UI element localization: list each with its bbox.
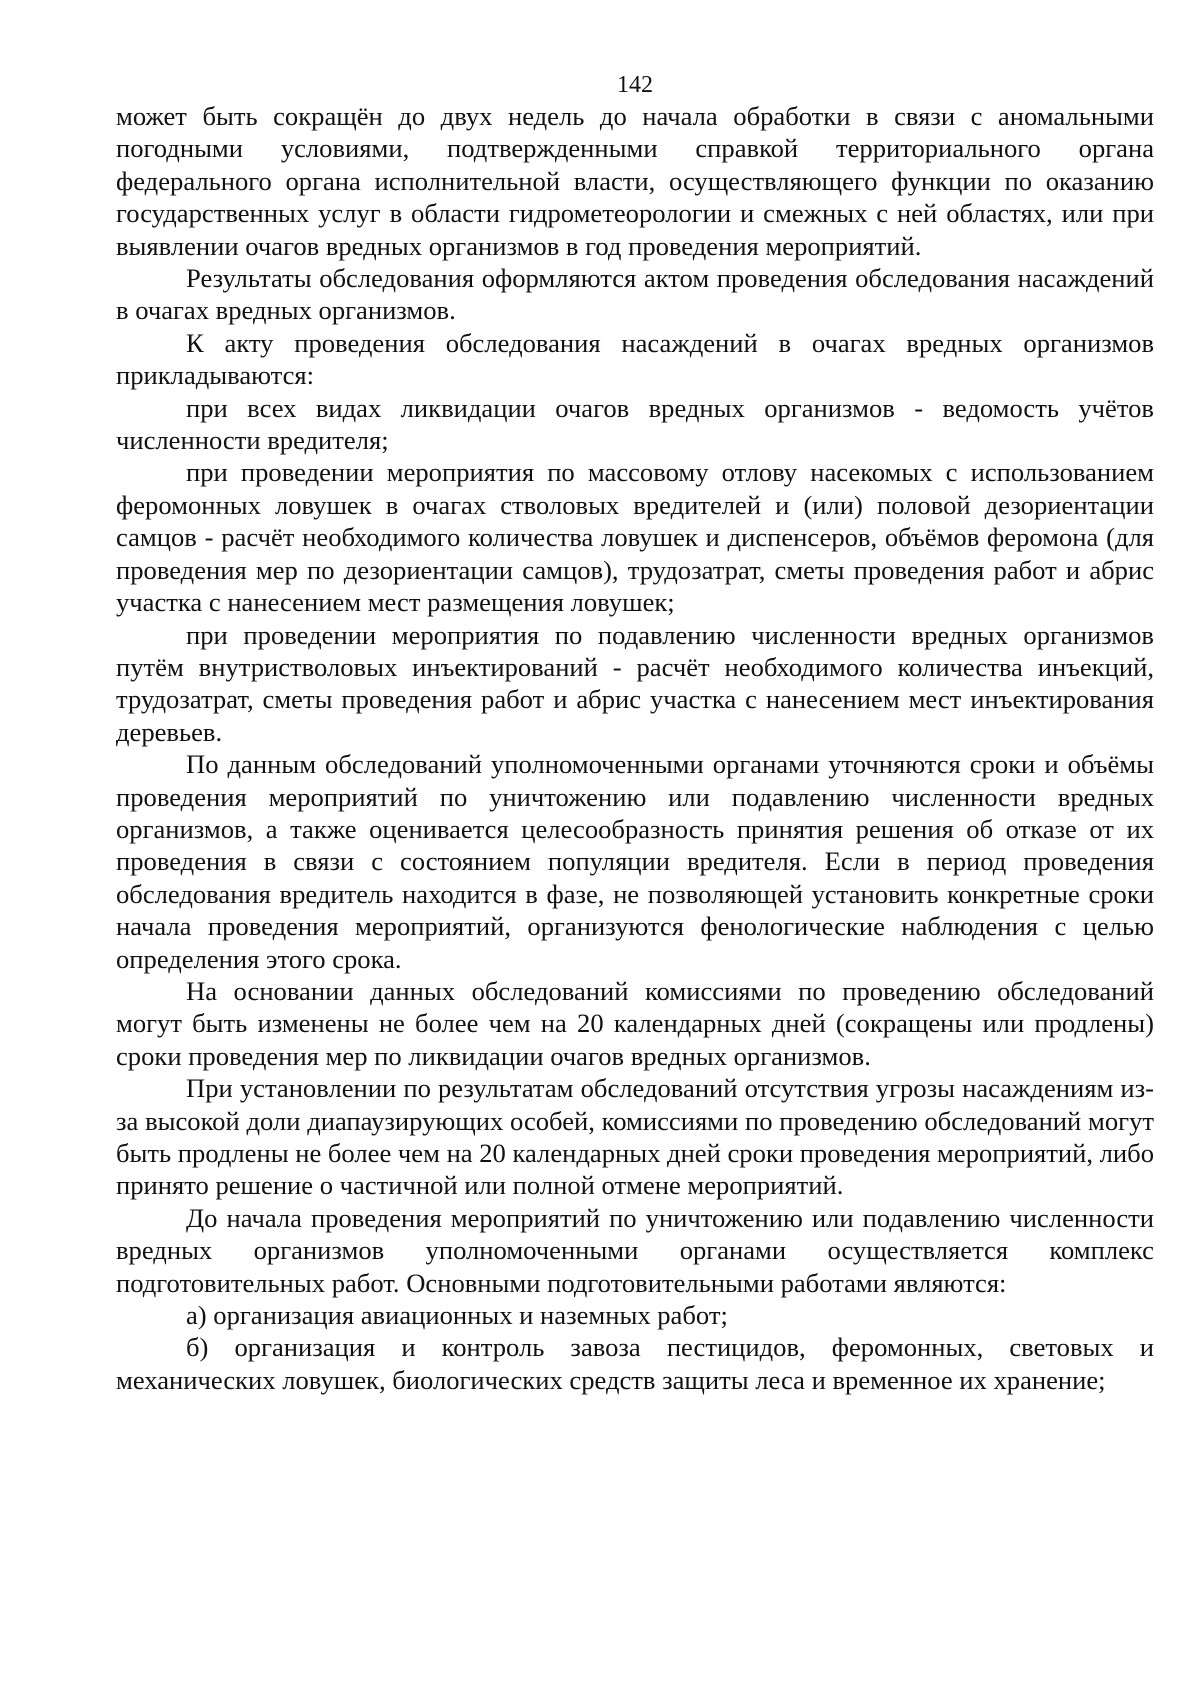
paragraph-survey-results: Результаты обследования оформляются актом проведения обследования насаждений в очагах вредных организмов. (116, 263, 1154, 326)
paragraph-attachments-intro: К акту проведения обследования насаждений в очагах вредных организмов прикладываются: (116, 327, 1154, 391)
paragraph-commission-changes: На основании данных обследований комиссиями по проведению обследований могут быть изменены не более чем на 20 календарных дней (сокращены или продлены) сроки проведения мер по ликвидации очагов вредных организмов. (116, 975, 1154, 1071)
list-item-b: б) организация и контроль завоза пестицидов, феромонных, световых и механических ловушек, биологических средств защиты леса и временное их хранение; (116, 1332, 1154, 1395)
paragraph-survey-data: По данным обследований уполномоченными органами уточняются сроки и объёмы проведения мероприятий по уничтожению или подавлению численности вредных организмов, а также оценивается целесообразность принятия решения об отказе от их проведения в связи с состоянием популяции вредителя. Если в период проведения обследования вредитель находится в фазе, не позволяющей установить конкретные сроки начала проведения мероприятий, организуются фенологические наблюдения с целью определения этого срока. (116, 749, 1154, 974)
paragraph-attachment-all-types: при всех видах ликвидации очагов вредных организмов - ведомость учётов численности вредителя; (116, 392, 1154, 456)
paragraph-attachment-injections: при проведении мероприятия по подавлению численности вредных организмов путём внутристволовых инъектирований - расчёт необходимого количества инъекций, трудозатрат, сметы проведения работ и абрис участка с нанесением мест инъектирования деревьев. (116, 619, 1154, 747)
paragraph-continuation: может быть сокращён до двух недель до начала обработки в связи с аномальными погодными условиями, подтвержденными справкой территориального органа федерального органа исполнительной власти, осуществляющего функции по оказанию государственных услуг в области гидрометеорологии и смежных с ней областях, или при выявлении очагов вредных организмов в год проведения мероприятий. (116, 101, 1154, 261)
page-number: 142 (617, 72, 653, 98)
document-page (116, 70, 1154, 1396)
paragraph-no-threat: При установлении по результатам обследований отсутствия угрозы насаждениям из-за высокой доли диапаузирующих особей, комиссиями по проведению обследований могут быть продлены не более чем на 20 календарных дней сроки проведения мероприятий, либо принято решение о частичной или полной отмене мероприятий. (116, 1073, 1154, 1201)
paragraph-preparatory-works: До начала проведения мероприятий по уничтожению или подавлению численности вредных организмов уполномоченными органами осуществляется комплекс подготовительных работ. Основными подготовительными работами являются: (116, 1202, 1154, 1298)
paragraph-attachment-pheromone-traps: при проведении мероприятия по массовому отлову насекомых с использованием феромонных ловушек в очагах стволовых вредителей и (или) половой дезориентации самцов - расчёт необходимого количества ловушек и диспенсеров, объёмов феромона (для проведения мер по дезориентации самцов), трудозатрат, сметы проведения работ и абрис участка с нанесением мест размещения ловушек; (116, 457, 1154, 618)
list-item-a: а) организация авиационных и наземных работ; (186, 1300, 728, 1331)
